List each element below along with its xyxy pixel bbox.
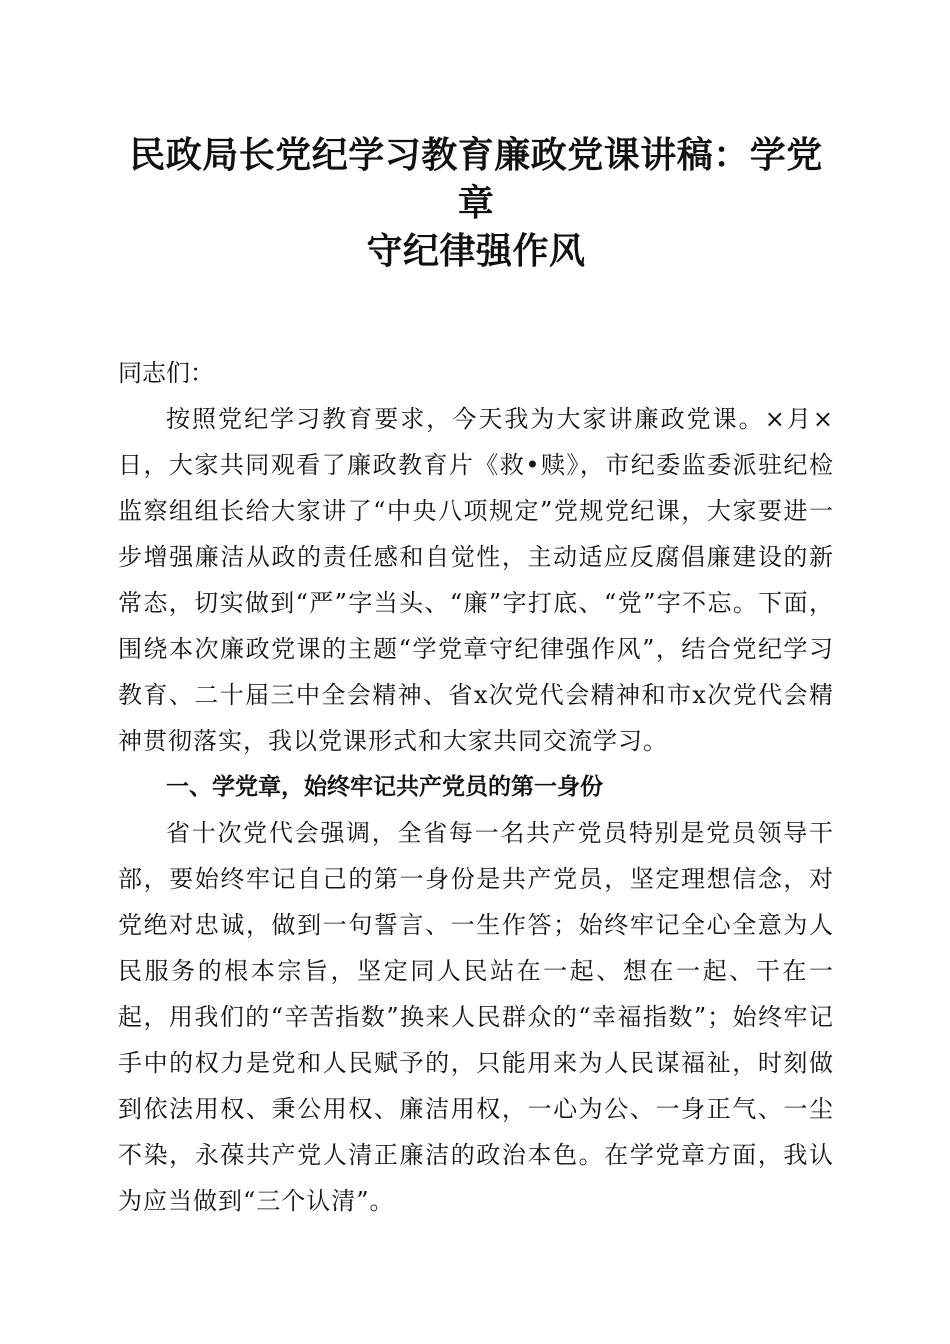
paragraph-section-1: 省十次党代会强调，全省每一名共产党员特别是党员领导干部，要始终牢记自己的第一身份是共产党员，坚定理想信念，对党绝对忠诚，做到一句誓言、一生作答；始终牢记全心全意为人民服务的根本宗旨，坚定同人民站在一起、想在一起、干在一起，用我们的“辛苦指数”换来人民群众的“幸福指数”；始终牢记手中的权力是党和人民赋予的，只能用来为人民谋福祉，时刻做到依法用权、秉公用权、廉洁用权，一心为公、一身正气、一尘不染，永葆共产党人清正廉洁的政治本色。在学党章方面，我认为应当做到“三个认清”。 xyxy=(118,819,834,1215)
title-line-2: 守纪律强作风 xyxy=(366,231,586,272)
document-page xyxy=(118,132,834,1224)
section-heading-1: 一、学党章，始终牢记共产党员的第一身份 xyxy=(166,774,603,800)
title-line-1: 民政局长党纪学习教育廉政党课讲稿：学党章 xyxy=(129,135,823,224)
document-title xyxy=(118,132,834,276)
salutation: 同志们： xyxy=(118,359,214,387)
paragraph-intro: 按照党纪学习教育要求，今天我为大家讲廉政党课。×月×日，大家共同观看了廉政教育片《救•赎》，市纪委监委派驻纪检监察组组长给大家讲了“中央八项规定”党规党纪课，大家要进一步增强廉洁从政的责任感和自觉性，主动适应反腐倡廉建设的新常态，切实做到“严”字当头、“廉”字打底、“党”字不忘。下面，围绕本次廉政党课的主题“学党章守纪律强作风”，结合党纪学习教育、二十届三中全会精神、省x次党代会精神和市x次党代会精神贯彻落实，我以党课形式和大家共同交流学习。 xyxy=(118,405,834,755)
